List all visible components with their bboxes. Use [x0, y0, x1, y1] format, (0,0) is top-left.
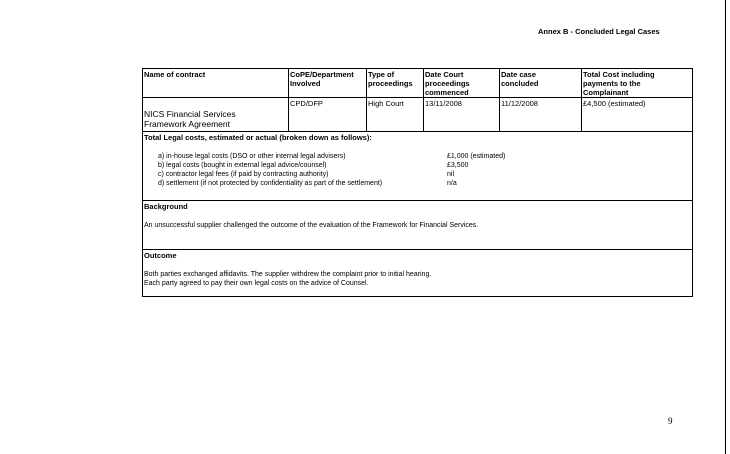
header-type-of-proceedings	[368, 70, 413, 88]
header-text: CoPE/Department	[290, 70, 354, 79]
column-divider	[499, 69, 500, 132]
date-concluded-value: 11/12/2008	[501, 99, 538, 108]
header-text: Date case	[501, 70, 537, 79]
column-divider	[423, 69, 424, 132]
header-text: Involved	[290, 79, 321, 88]
outcome-text-line: Both parties exchanged affidavits. The supplier withdrew the complaint prior to initial hearing.	[144, 271, 432, 278]
header-text: Name of contract	[144, 70, 206, 79]
page-number: 9	[668, 416, 673, 426]
annex-title: Annex B - Concluded Legal Cases	[538, 27, 660, 36]
background-text: An unsuccessful supplier challenged the outcome of the evaluation of the Framework for Financial Services.	[144, 222, 479, 229]
column-divider	[288, 69, 289, 132]
background-heading: Background	[144, 202, 188, 211]
header-text: Total Cost including	[583, 70, 655, 79]
page-edge-rule	[725, 0, 726, 454]
cost-item-value: £3,500	[447, 162, 469, 169]
contract-name-line: NICS Financial Services	[144, 109, 236, 119]
header-text: proceedings	[425, 79, 470, 88]
header-text: Type of	[368, 70, 395, 79]
header-date-commenced	[425, 70, 470, 97]
column-divider	[366, 69, 367, 132]
cost-item-label: b) legal costs (bought in external legal advice/counsel)	[158, 162, 327, 169]
department-value: CPD/DFP	[290, 99, 323, 108]
outcome-heading: Outcome	[144, 251, 177, 260]
legal-case-table	[142, 68, 693, 297]
header-name-of-contract	[144, 70, 205, 79]
cost-item-label: a) in-house legal costs (DSO or other internal legal advisers)	[158, 153, 346, 160]
column-divider	[581, 69, 582, 132]
cost-item-label: c) contractor legal fees (if paid by contracting authority)	[158, 171, 329, 178]
header-text: Date Court	[425, 70, 464, 79]
header-text: proceedings	[368, 79, 413, 88]
header-department	[290, 70, 354, 88]
contract-name	[144, 109, 236, 129]
legal-costs-heading: Total Legal costs, estimated or actual (broken down as follows):	[144, 133, 372, 142]
cost-item-value: n/a	[447, 180, 457, 187]
header-total-cost	[583, 70, 655, 97]
header-date-concluded	[501, 70, 539, 88]
header-text: payments to the	[583, 79, 641, 88]
header-text: Complainant	[583, 88, 629, 97]
outcome-text-line: Each party agreed to pay their own legal costs on the advice of Counsel.	[144, 280, 369, 287]
contract-name-line: Framework Agreement	[144, 119, 230, 129]
header-text: commenced	[425, 88, 469, 97]
header-text: concluded	[501, 79, 539, 88]
cost-item-value: £1,000 (estimated)	[447, 153, 506, 160]
proceedings-type-value: High Court	[368, 99, 404, 108]
date-commenced-value: 13/11/2008	[425, 99, 462, 108]
cost-item-label: d) settlement (if not protected by confidentiality as part of the settlement)	[158, 180, 383, 187]
cost-item-value: nil	[447, 171, 455, 178]
total-cost-value: £4,500 (estimated)	[583, 99, 646, 108]
